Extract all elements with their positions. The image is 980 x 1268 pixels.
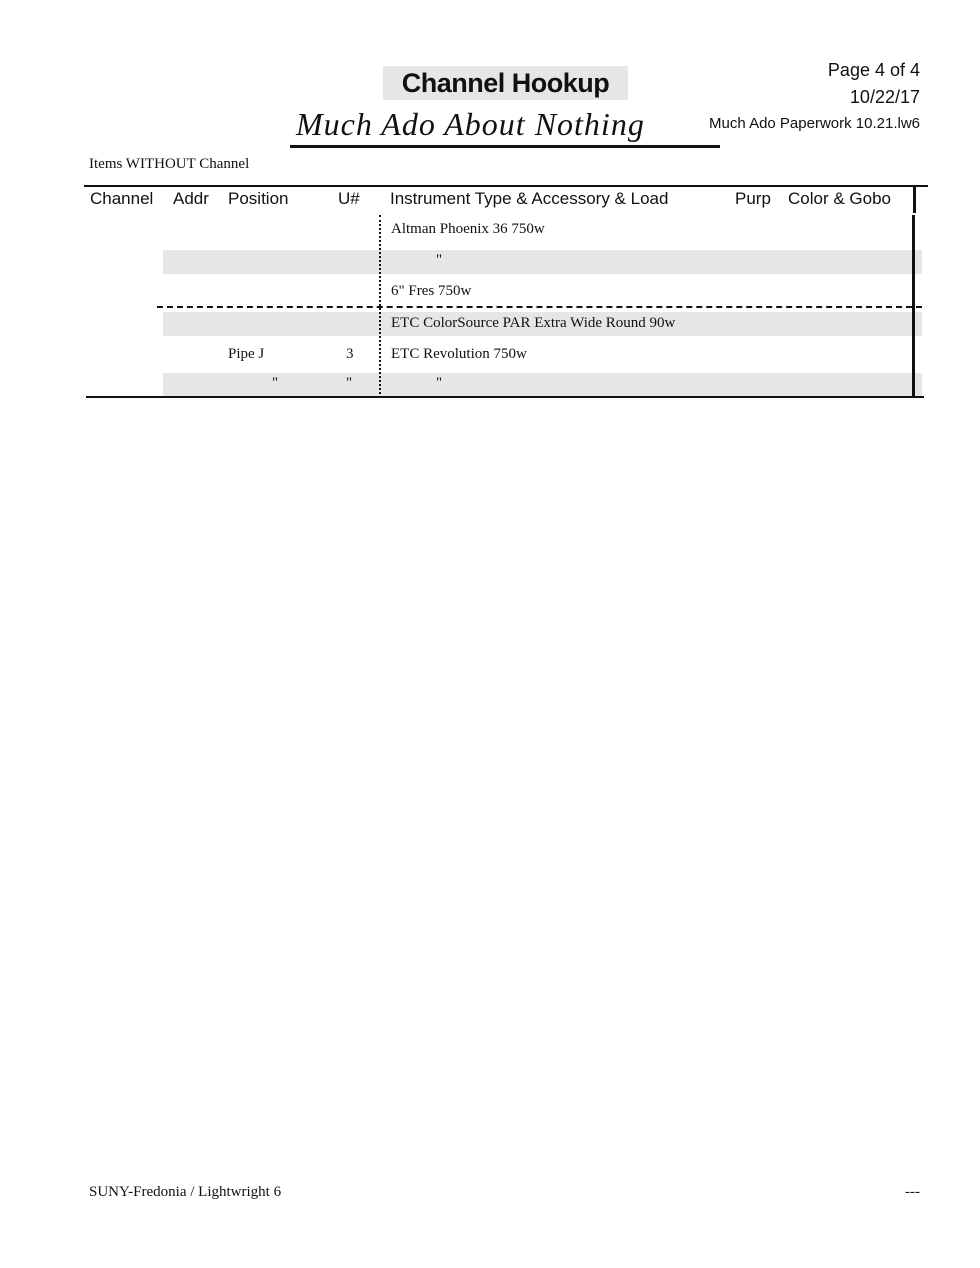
section-label: Items WITHOUT Channel	[89, 156, 250, 172]
file-name: Much Ado Paperwork 10.21.lw6	[709, 115, 920, 132]
group-separator	[157, 306, 922, 308]
row-5-position: Pipe J	[228, 346, 265, 362]
footer-marker: ---	[905, 1184, 920, 1200]
row-1-instrument: Altman Phoenix 36 750w	[391, 221, 545, 237]
table-header-rule	[84, 185, 928, 187]
row-4-instrument: ETC ColorSource PAR Extra Wide Round 90w	[391, 315, 676, 331]
row-5-unit: 3	[346, 346, 354, 362]
column-header-purpose: Purp	[735, 189, 771, 208]
row-shading	[163, 250, 922, 274]
column-header-color-gobo: Color & Gobo	[788, 189, 891, 208]
row-6-instrument: "	[436, 375, 443, 391]
column-header-addr: Addr	[173, 189, 209, 208]
column-header-unit: U#	[338, 189, 360, 208]
report-date: 10/22/17	[849, 87, 920, 107]
footer-credit: SUNY-Fredonia / Lightwright 6	[89, 1184, 282, 1200]
column-header-position: Position	[228, 189, 289, 208]
column-header-channel: Channel	[90, 189, 154, 208]
report-title: Channel Hookup	[383, 66, 628, 100]
row-6-position: "	[272, 375, 279, 391]
row-6-unit: "	[346, 375, 353, 391]
column-header-instrument: Instrument Type & Accessory & Load	[390, 189, 669, 208]
show-title-underline	[290, 145, 720, 148]
table-bottom-rule	[86, 396, 924, 398]
row-2-instrument: "	[436, 252, 443, 268]
row-5-instrument: ETC Revolution 750w	[391, 346, 527, 362]
page-number: Page 4 of 4	[827, 60, 920, 80]
row-3-instrument: 6" Fres 750w	[391, 283, 472, 299]
show-title: Much Ado About Nothing	[296, 106, 645, 142]
table-header-right-border	[913, 185, 916, 213]
